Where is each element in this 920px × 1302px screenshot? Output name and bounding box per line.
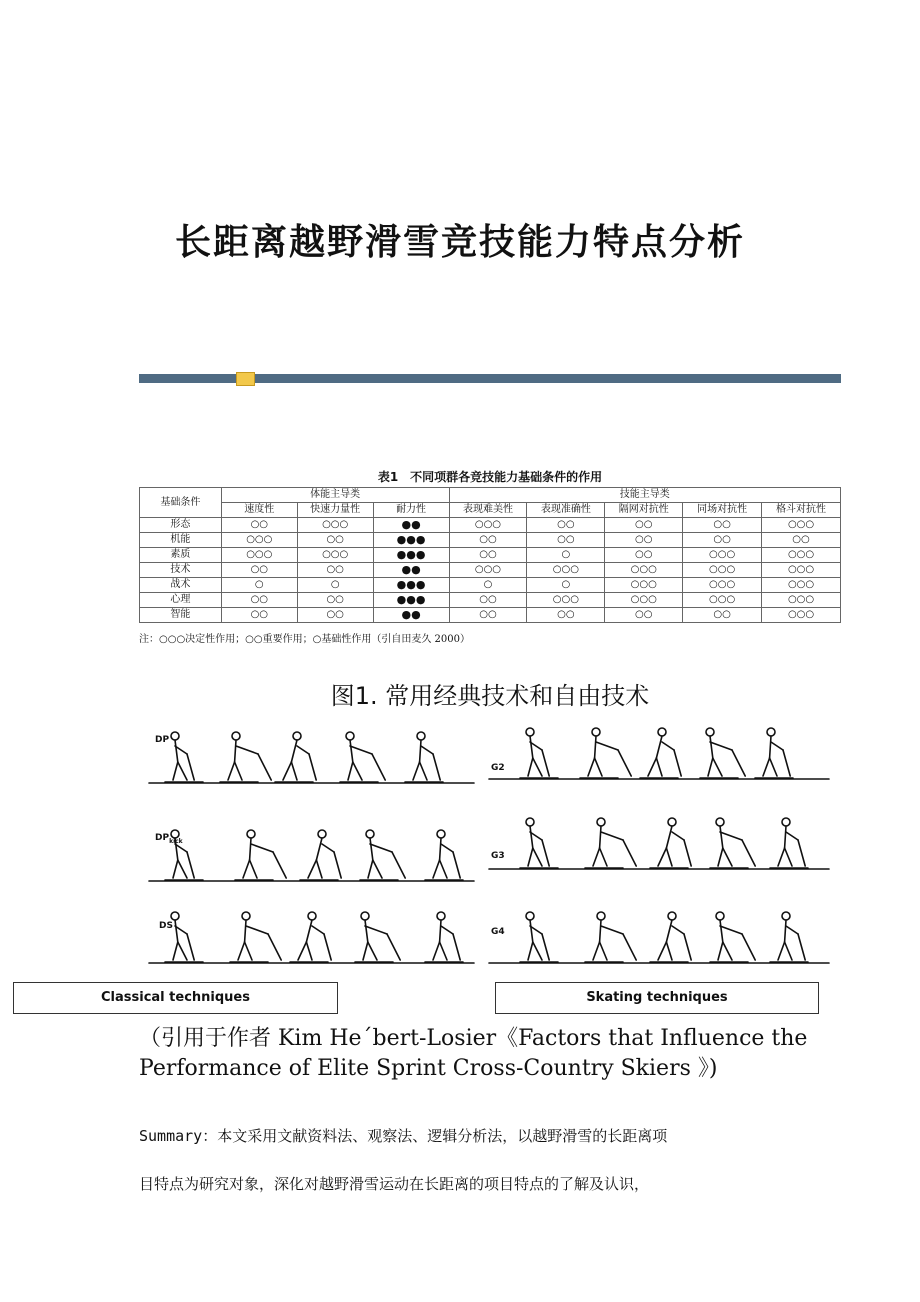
row-label: 机能 <box>140 533 222 548</box>
table-note: 注：○○○决定性作用；○○重要作用；○基础性作用（引自田麦久 2000） <box>139 634 470 645</box>
table-row <box>140 533 841 548</box>
table-cell: ○○○ <box>605 563 683 578</box>
row-label: 战术 <box>140 578 222 593</box>
row-label: 智能 <box>140 608 222 623</box>
table-cell: ●●● <box>373 533 449 548</box>
summary-paragraph <box>139 1112 819 1208</box>
table-cell: ○○○ <box>527 563 605 578</box>
column-header: 快速力量性 <box>297 503 373 518</box>
row-label: 形态 <box>140 518 222 533</box>
table-cell: ○○ <box>527 608 605 623</box>
table-row <box>140 548 841 563</box>
panel-skating: Skating techniques <box>495 982 819 1014</box>
table-cell: ○○ <box>527 518 605 533</box>
table-cell: ○○○ <box>762 518 841 533</box>
column-header: 同场对抗性 <box>683 503 762 518</box>
table-cell: ●● <box>373 518 449 533</box>
row-label: 技术 <box>140 563 222 578</box>
rule-badge-icon <box>236 372 255 386</box>
table-cell: ○○ <box>683 533 762 548</box>
table-cell: ○○ <box>449 548 527 563</box>
table-cell: ○ <box>527 548 605 563</box>
label-g4: G4 <box>491 927 505 937</box>
table-cell: ○○ <box>605 608 683 623</box>
table-cell: ●●● <box>373 593 449 608</box>
table-cell: ○○ <box>297 593 373 608</box>
table-cell: ○○ <box>221 593 297 608</box>
table-cell: ○ <box>297 578 373 593</box>
table-cell: ●● <box>373 608 449 623</box>
table-cell: ○ <box>221 578 297 593</box>
column-header-row <box>140 503 841 518</box>
label-ds: DS <box>159 921 173 931</box>
table-cell: ○○○ <box>762 593 841 608</box>
table-cell: ○○ <box>449 608 527 623</box>
column-header: 耐力性 <box>373 503 449 518</box>
summary-line: 目特点为研究对象，深化对越野滑雪运动在长距离的项目特点的了解及认识， <box>139 1175 650 1193</box>
skiing-technique-illustration <box>139 712 841 978</box>
label-g2: G2 <box>491 763 505 773</box>
table-cell: ○○○ <box>683 548 762 563</box>
table-cell: ○○ <box>605 518 683 533</box>
table-cell: ○○○ <box>297 548 373 563</box>
table-cell: ○○○ <box>449 563 527 578</box>
table-cell: ○○ <box>297 533 373 548</box>
table-cell: ○○ <box>527 533 605 548</box>
label-g3: G3 <box>491 851 505 861</box>
table-cell: ○○○ <box>221 533 297 548</box>
table-cell: ○○ <box>605 533 683 548</box>
table-cell: ○○○ <box>762 548 841 563</box>
table-row <box>140 563 841 578</box>
table-cell: ○○ <box>297 608 373 623</box>
group-header-skill: 技能主导类 <box>449 488 840 503</box>
table-corner-header: 基础条件 <box>140 488 222 518</box>
table-row <box>140 593 841 608</box>
table-cell: ○○ <box>221 518 297 533</box>
table-cell: ○○ <box>683 518 762 533</box>
ability-table <box>139 487 841 623</box>
column-header: 隔网对抗性 <box>605 503 683 518</box>
summary-line: Summary：本文采用文献资料法、观察法、逻辑分析法，以越野滑雪的长距离项 <box>139 1127 668 1145</box>
row-label: 素质 <box>140 548 222 563</box>
table-cell: ○○ <box>449 593 527 608</box>
table-cell: ●●● <box>373 578 449 593</box>
table-cell: ○○○ <box>762 608 841 623</box>
table-cell: ○○○ <box>762 578 841 593</box>
table-cell: ○○○ <box>605 578 683 593</box>
column-header: 表现难美性 <box>449 503 527 518</box>
table-cell: ○○○ <box>683 593 762 608</box>
group-header-physical: 体能主导类 <box>221 488 449 503</box>
table-title: 表1 不同项群各竞技能力基础条件的作用 <box>377 470 603 484</box>
table-cell: ○○ <box>449 533 527 548</box>
table-cell: ○ <box>449 578 527 593</box>
column-header: 格斗对抗性 <box>762 503 841 518</box>
figure-title: 图1. 常用经典技术和自由技术 <box>330 682 650 710</box>
table-cell: ○○○ <box>297 518 373 533</box>
column-header: 表现准确性 <box>527 503 605 518</box>
label-dp-main: DP <box>155 833 170 843</box>
document-title: 长距离越野滑雪竞技能力特点分析 <box>174 221 745 263</box>
table-cell: ○○ <box>762 533 841 548</box>
row-label: 心理 <box>140 593 222 608</box>
table-cell: ○○○ <box>605 593 683 608</box>
table-cell: ○○ <box>683 608 762 623</box>
table-cell: ○○ <box>605 548 683 563</box>
label-dp: DP <box>155 735 170 745</box>
table-row <box>140 518 841 533</box>
table-cell: ○ <box>527 578 605 593</box>
table-cell: ○○○ <box>449 518 527 533</box>
label-kick-subscript: kick <box>169 838 183 845</box>
table-cell: ○○○ <box>762 563 841 578</box>
table-cell: ●● <box>373 563 449 578</box>
table-cell: ○○○ <box>527 593 605 608</box>
table-cell: ○○○ <box>221 548 297 563</box>
table-cell: ○○○ <box>683 563 762 578</box>
table-cell: ○○ <box>221 608 297 623</box>
panel-classical: Classical techniques <box>13 982 338 1014</box>
table-cell: ○○○ <box>683 578 762 593</box>
table-cell: ○○ <box>221 563 297 578</box>
table-cell: ○○ <box>297 563 373 578</box>
skier-figures <box>149 728 829 963</box>
citation: （引用于作者 Kim He´bert-Losier《Factors that Influence the Performance of Elite Sprint Cross-Country Skiers 》) <box>139 1026 808 1081</box>
column-header: 速度性 <box>221 503 297 518</box>
table-cell: ●●● <box>373 548 449 563</box>
table-row <box>140 608 841 623</box>
table-row <box>140 578 841 593</box>
